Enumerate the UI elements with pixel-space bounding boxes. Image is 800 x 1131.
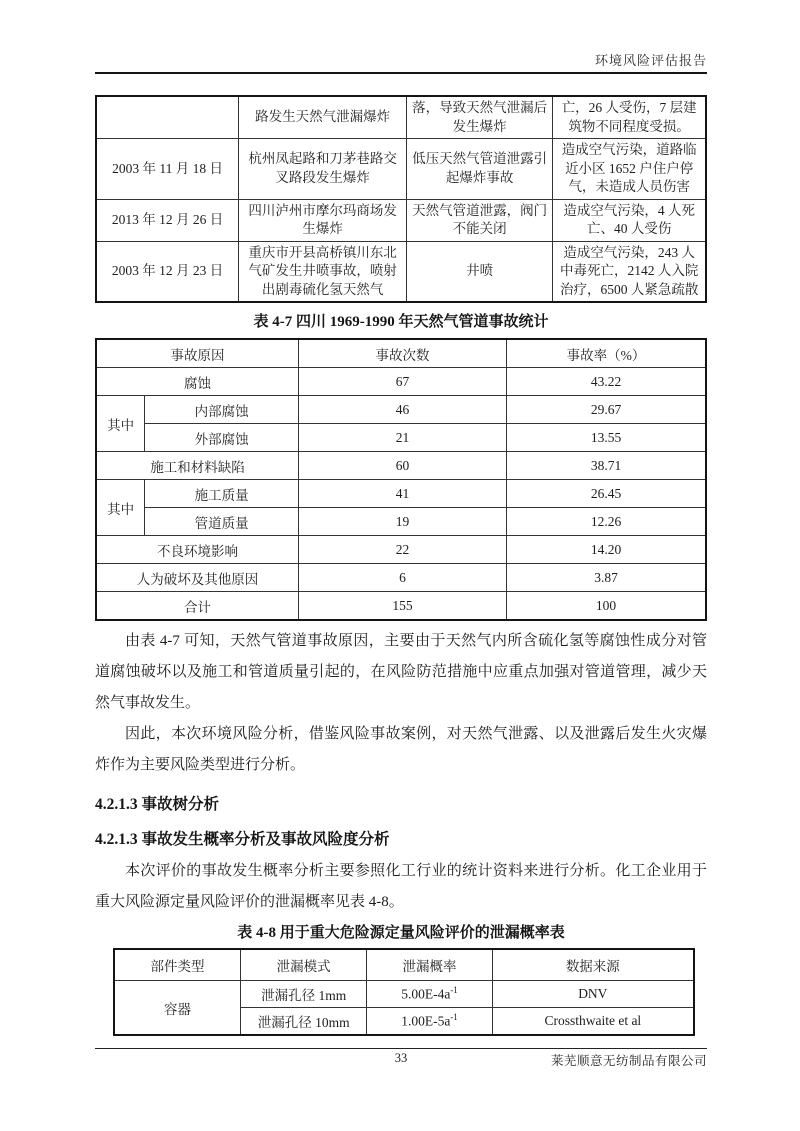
cell-count: 60 <box>299 452 507 480</box>
cell-cause: 外部腐蚀 <box>145 424 299 452</box>
t47-row-corrosion <box>96 368 706 396</box>
accident-row-chongqing <box>96 241 706 302</box>
t47-row-environment <box>96 536 706 564</box>
col-header-probability: 泄漏概率 <box>367 949 492 981</box>
col-header-component: 部件类型 <box>114 949 240 981</box>
cell-rate: 100 <box>507 592 706 621</box>
t47-row-internal-corrosion <box>96 396 706 424</box>
cell-consequence: 亡，26 人受伤，7 层建筑物不同程度受损。 <box>553 96 706 139</box>
cell-cause: 合计 <box>96 592 299 621</box>
header-title: 环境风险评估报告 <box>594 53 707 68</box>
cell-rate: 12.26 <box>507 508 706 536</box>
t47-row-construction-quality <box>96 480 706 508</box>
col-header-rate: 事故率（%） <box>507 339 706 368</box>
col-header-source: 数据来源 <box>492 949 694 981</box>
t47-row-pipeline-quality <box>96 508 706 536</box>
cell-component: 容器 <box>114 981 240 1036</box>
cell-count: 21 <box>299 424 507 452</box>
heading-probability-analysis: 4.2.1.3 事故发生概率分析及事故风险度分析 <box>95 831 390 848</box>
cell-count: 155 <box>299 592 507 621</box>
table-4-7-title: 表 4-7 四川 1969-1990 年天然气管道事故统计 <box>253 314 549 330</box>
cell-date: 2003 年 11 月 18 日 <box>96 139 239 200</box>
cell-cause: 不良环境影响 <box>96 536 299 564</box>
col-header-cause: 事故原因 <box>96 339 299 368</box>
accident-row-hangzhou <box>96 139 706 200</box>
cell-cause: 管道质量 <box>145 508 299 536</box>
cell-consequence: 造成空气污染，243 人中毒死亡，2142 人入院治疗，6500 人紧急疏散 <box>553 241 706 302</box>
col-header-mode: 泄漏模式 <box>240 949 366 981</box>
cell-source: DNV <box>492 981 694 1008</box>
cell-rate: 26.45 <box>507 480 706 508</box>
probability-value: 1.00E-5a <box>401 1013 451 1029</box>
cell-cause: 腐蚀 <box>96 368 299 396</box>
accident-row-luzhou <box>96 199 706 241</box>
cell-location: 杭州凤起路和刀茅巷路交叉路段发生爆炸 <box>239 139 407 200</box>
cell-cause: 落，导致天然气泄漏后发生爆炸 <box>406 96 552 139</box>
table-4-7-pipeline-accident-stats <box>95 338 707 621</box>
cell-count: 22 <box>299 536 507 564</box>
cell-rate: 13.55 <box>507 424 706 452</box>
t47-row-human-damage <box>96 564 706 592</box>
cell-mode: 泄漏孔径 1mm <box>240 981 366 1008</box>
table-4-8-title: 表 4-8 用于重大危险源定量风险评价的泄漏概率表 <box>237 925 565 941</box>
cell-count: 41 <box>299 480 507 508</box>
paragraph-risk-types: 因此，本次环境风险分析，借鉴风险事故案例，对天然气泄露、以及泄露后发生火灾爆炸作为主要风险类型进行分析。 <box>95 726 707 773</box>
cell-count: 46 <box>299 396 507 424</box>
cell-cause: 井喷 <box>406 241 552 302</box>
cell-rate: 29.67 <box>507 396 706 424</box>
probability-value: 5.00E-4a <box>401 986 451 1002</box>
page-number: 33 <box>394 1051 408 1065</box>
cell-mode: 泄漏孔径 10mm <box>240 1008 366 1036</box>
probability-exponent: -1 <box>450 985 458 996</box>
paragraph-probability-intro: 本次评价的事故发生概率分析主要参照化工行业的统计资料来进行分析。化工企业用于重大风险源定量风险评价的泄漏概率见表 4-8。 <box>95 863 707 910</box>
t48-row-1mm <box>114 981 694 1008</box>
cell-rate: 3.87 <box>507 564 706 592</box>
cell-rate: 43.22 <box>507 368 706 396</box>
cell-rate: 38.71 <box>507 452 706 480</box>
page-header <box>95 50 707 68</box>
cell-cause: 人为破坏及其他原因 <box>96 564 299 592</box>
cell-location: 四川泸州市摩尔玛商场发生爆炸 <box>239 199 407 241</box>
t47-row-total <box>96 592 706 621</box>
cell-cause: 施工和材料缺陷 <box>96 452 299 480</box>
footer-company-name: 莱芜顺意无纺制品有限公司 <box>550 1054 707 1068</box>
cell-count: 67 <box>299 368 507 396</box>
cell-location: 重庆市开县高桥镇川东北气矿发生井喷事故，喷射出剧毒硫化氢天然气 <box>239 241 407 302</box>
accident-cases-table <box>95 95 707 303</box>
cell-consequence: 造成空气污染，道路临近小区 1652 户住户停气，未造成人员伤害 <box>553 139 706 200</box>
cell-cause: 天然气管道泄露，阀门不能关闭 <box>406 199 552 241</box>
table-4-8-leak-probability <box>113 948 695 1036</box>
cell-date <box>96 96 239 139</box>
t47-row-construction-material <box>96 452 706 480</box>
cell-count: 6 <box>299 564 507 592</box>
cell-probability <box>367 981 492 1008</box>
paragraph-table47-analysis: 由表 4-7 可知，天然气管道事故原因，主要由于天然气内所含硫化氢等腐蚀性成分对管道腐蚀破坏以及施工和管道质量引起的，在风险防范措施中应重点加强对管道管理，减少天然气事故发生。 <box>95 633 707 711</box>
t48-header-row <box>114 949 694 981</box>
cell-cause: 内部腐蚀 <box>145 396 299 424</box>
probability-exponent: -1 <box>450 1012 458 1023</box>
cell-among-label: 其中 <box>96 480 145 536</box>
cell-cause: 低压天然气管道泄露引起爆炸事故 <box>406 139 552 200</box>
t47-row-external-corrosion <box>96 424 706 452</box>
t47-header-row <box>96 339 706 368</box>
cell-consequence: 造成空气污染，4 人死亡、40 人受伤 <box>553 199 706 241</box>
cell-among-label: 其中 <box>96 396 145 452</box>
header-rule <box>95 72 707 74</box>
col-header-count: 事故次数 <box>299 339 507 368</box>
cell-location: 路发生天然气泄漏爆炸 <box>239 96 407 139</box>
cell-rate: 14.20 <box>507 536 706 564</box>
cell-count: 19 <box>299 508 507 536</box>
cell-cause: 施工质量 <box>145 480 299 508</box>
heading-fault-tree-analysis: 4.2.1.3 事故树分析 <box>95 796 220 813</box>
accident-row-continued <box>96 96 706 139</box>
cell-date: 2003 年 12 月 23 日 <box>96 241 239 302</box>
cell-date: 2013 年 12 月 26 日 <box>96 199 239 241</box>
footer-rule <box>95 1048 707 1049</box>
cell-source: Crossthwaite et al <box>492 1008 694 1036</box>
cell-probability <box>367 1008 492 1036</box>
